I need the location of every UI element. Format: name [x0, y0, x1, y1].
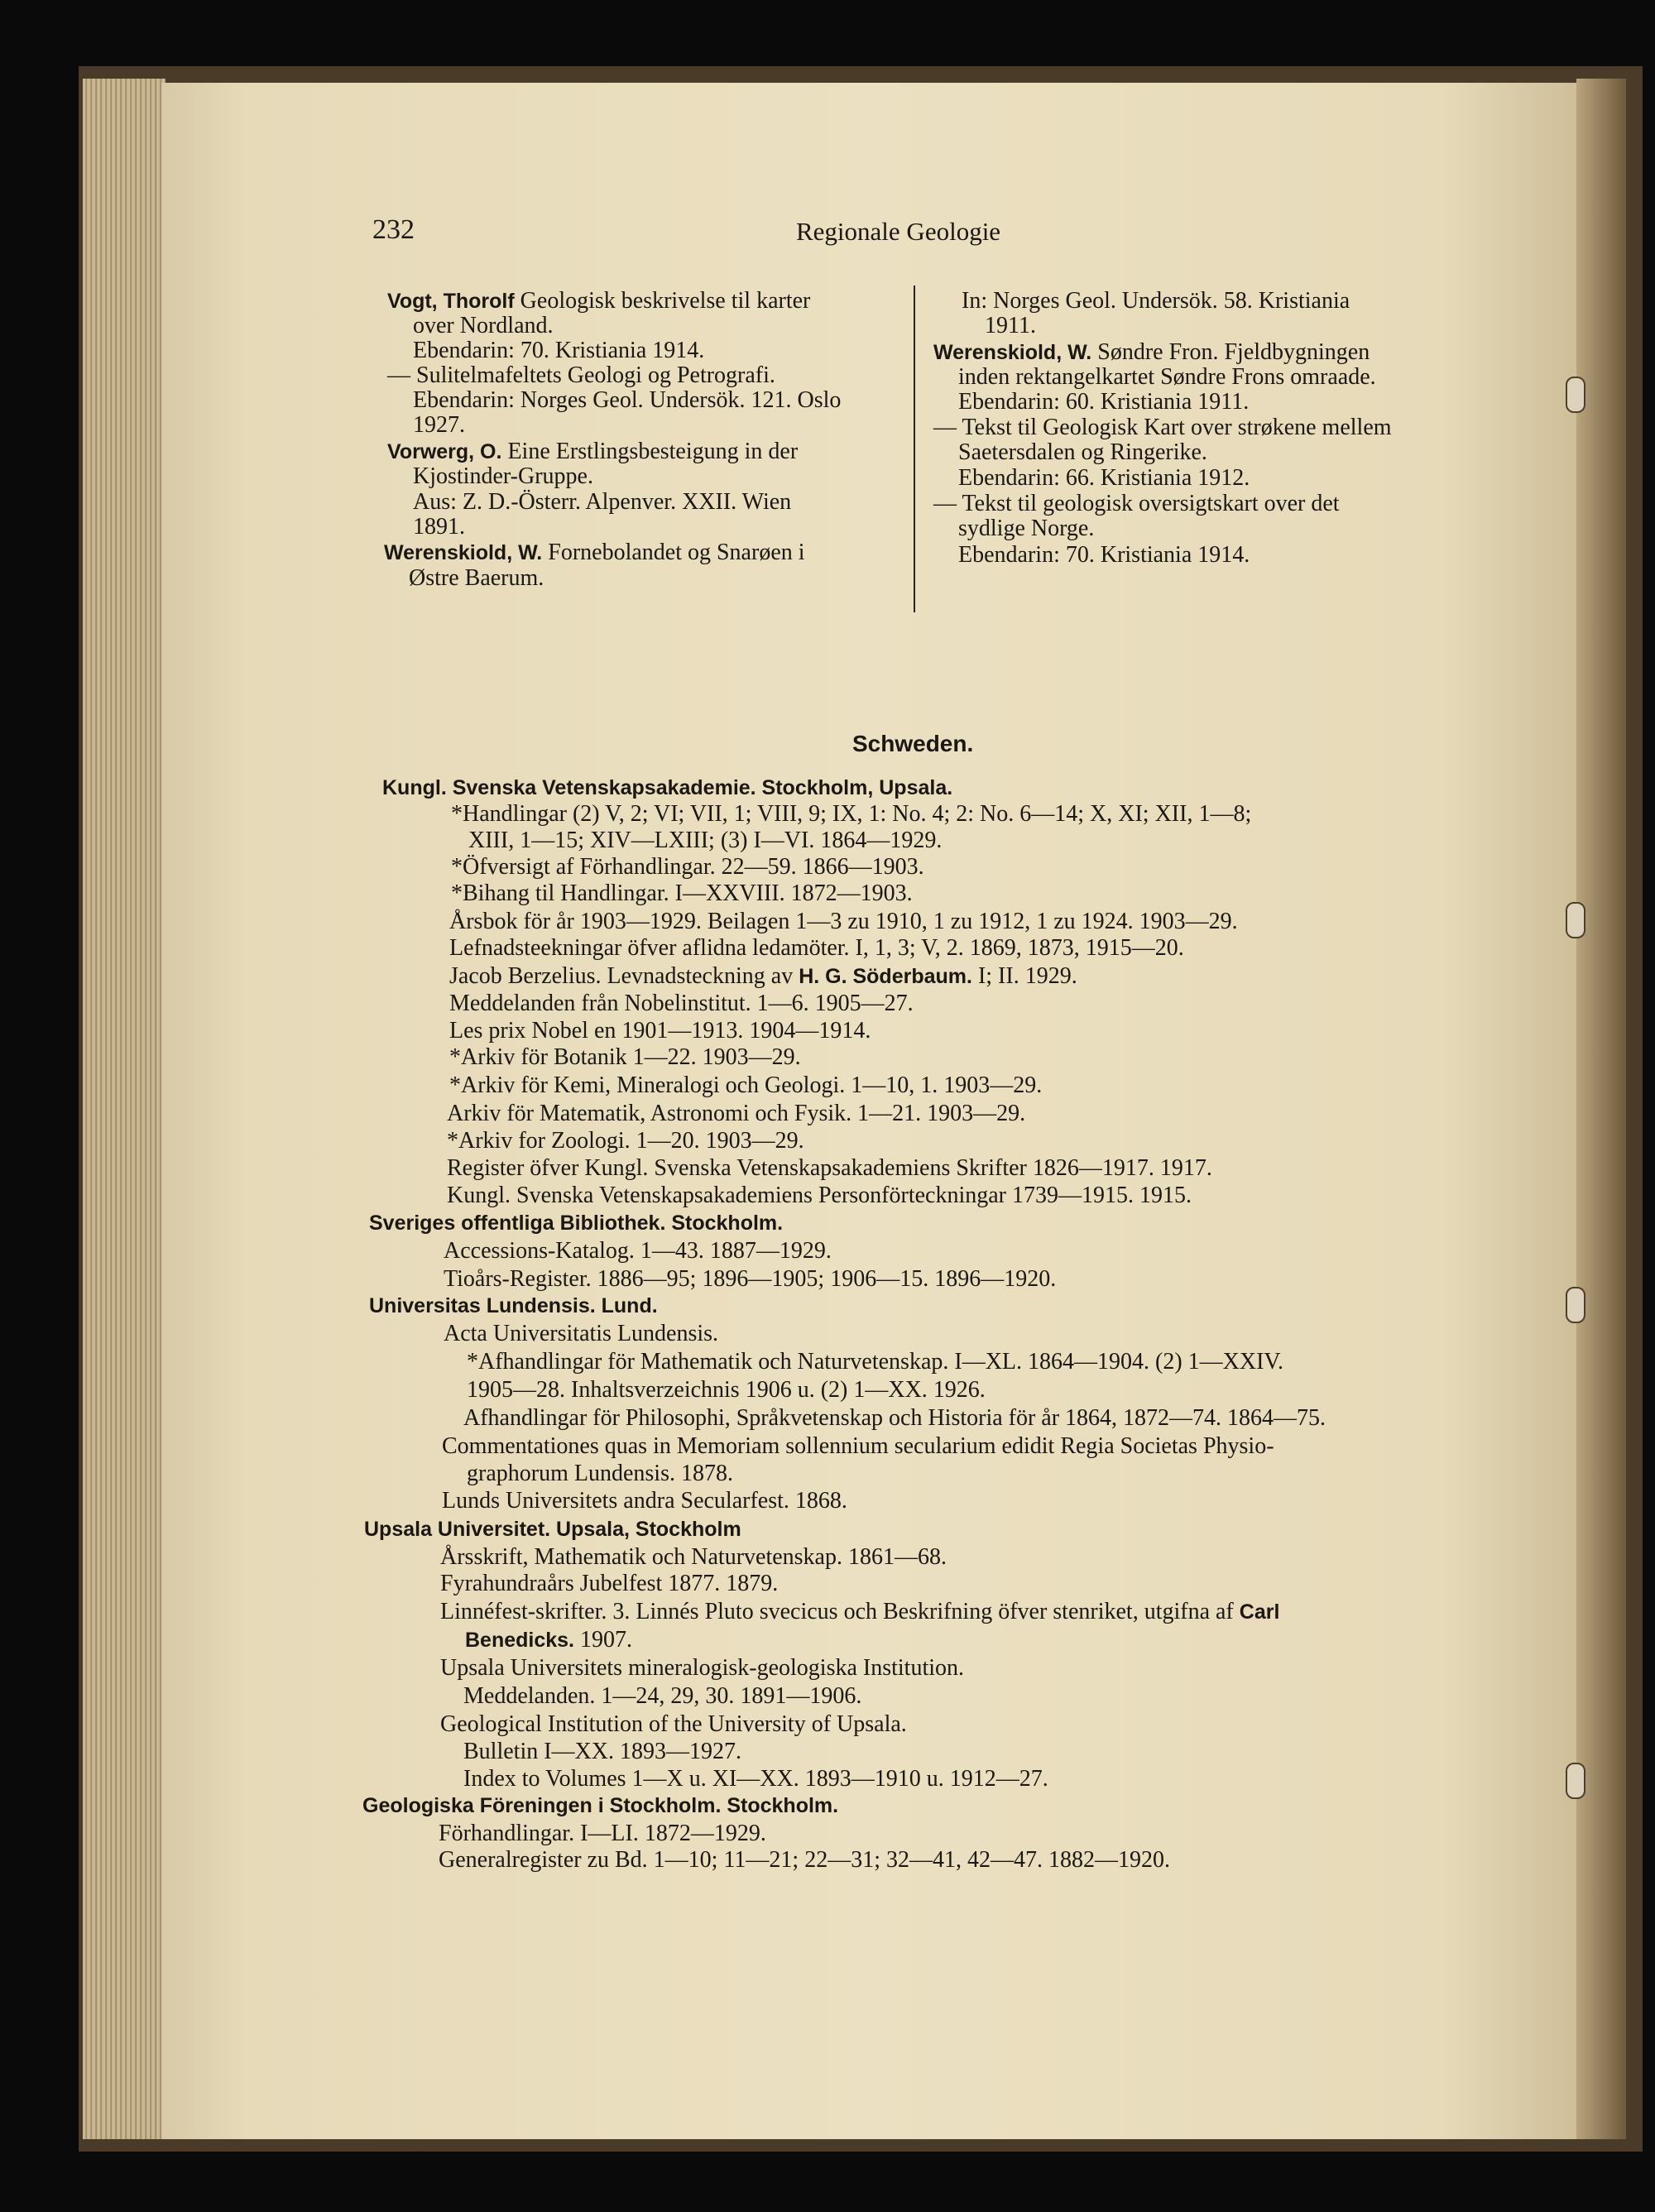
- bib-entry-line: Ebendarin: 70. Kristiania 1914.: [958, 542, 1250, 568]
- bib-entry-line: Accessions-Katalog. 1—43. 1887—1929.: [444, 1238, 832, 1264]
- bib-entry-line: Årsskrift, Mathematik och Naturvetenskap. 1861—68.: [440, 1544, 947, 1570]
- bib-entry-line: *Bihang til Handlingar. I—XXVIII. 1872—1903.: [451, 880, 913, 906]
- bib-entry-line: In: Norges Geol. Undersök. 58. Kristiania: [962, 288, 1350, 314]
- bib-entry-line: Commentationes quas in Memoriam sollennium secularium edidit Regia Societas Physio-: [442, 1433, 1274, 1459]
- institution-heading: Universitas Lundensis. Lund.: [369, 1294, 658, 1317]
- bib-entry-line: Lunds Universitets andra Secularfest. 1868.: [442, 1488, 847, 1514]
- institution-heading: Geologiska Föreningen i Stockholm. Stockholm.: [362, 1794, 839, 1817]
- bib-entry-line: Bulletin I—XX. 1893—1927.: [463, 1739, 741, 1764]
- bib-entry-line: *Afhandlingar för Mathematik och Naturvetenskap. I—XL. 1864—1904. (2) 1—XXIV.: [467, 1349, 1284, 1375]
- column-divider: [914, 285, 915, 612]
- bib-entry-line: Saetersdalen og Ringerike.: [958, 439, 1207, 465]
- bib-entry-line: Index to Volumes 1—X u. XI—XX. 1893—1910 u. 1912—27.: [463, 1766, 1048, 1792]
- running-title: Regionale Geologie: [796, 217, 1001, 246]
- bib-entry-line: Østre Baerum.: [409, 565, 544, 591]
- bib-entry-line: Lefnadsteekningar öfver aflidna ledamöter. I, 1, 3; V, 2. 1869, 1873, 1915—20.: [449, 935, 1184, 961]
- bib-entry-line: Linnéfest-skrifter. 3. Linnés Pluto svecicus och Beskrifning öfver stenriket, utgifna af Carl: [440, 1599, 1280, 1624]
- bib-entry-line: Register öfver Kungl. Svenska Vetenskapsakademiens Skrifter 1826—1917. 1917.: [447, 1155, 1212, 1181]
- bib-entry-line: — Sulitelmafeltets Geologi og Petrografi.: [387, 362, 775, 388]
- bib-entry-line: Ebendarin: Norges Geol. Undersök. 121. Oslo: [413, 387, 842, 413]
- author-name: Carl: [1239, 1600, 1280, 1624]
- bib-entry-line: Arkiv för Matematik, Astronomi och Fysik. 1—21. 1903—29.: [447, 1101, 1026, 1126]
- bib-entry-line: 1905—28. Inhaltsverzeichnis 1906 u. (2) 1—XX. 1926.: [467, 1377, 986, 1403]
- section-heading: Schweden.: [852, 731, 974, 756]
- bib-entry-line: Werenskiold, W. Søndre Fron. Fjeldbygningen: [933, 339, 1370, 365]
- bib-entry-line: sydlige Norge.: [958, 516, 1095, 541]
- bib-entry-line: XIII, 1—15; XIV—LXIII; (3) I—VI. 1864—1929.: [468, 828, 943, 853]
- author-name: Werenskiold, W.: [933, 341, 1092, 364]
- bib-entry-line: Benedicks. 1907.: [465, 1627, 633, 1653]
- bib-entry-line: Les prix Nobel en 1901—1913. 1904—1914.: [449, 1018, 871, 1044]
- bib-entry-line: over Nordland.: [413, 313, 554, 338]
- bib-entry-line: Kungl. Svenska Vetenskapsakademiens Personförteckningar 1739—1915. 1915.: [447, 1183, 1192, 1208]
- bib-entry-line: *Arkiv för Kemi, Mineralogi och Geologi. 1—10, 1. 1903—29.: [449, 1072, 1043, 1098]
- bib-entry-line: Vogt, Thorolf Geologisk beskrivelse til karter: [387, 288, 811, 314]
- bib-entry-line: graphorum Lundensis. 1878.: [467, 1461, 733, 1486]
- bib-entry-line: Kjostinder-Gruppe.: [413, 463, 593, 489]
- bib-entry-line: Ebendarin: 66. Kristiania 1912.: [958, 465, 1250, 491]
- bib-entry-line: 1891.: [413, 514, 465, 540]
- page-number: 232: [372, 214, 415, 245]
- author-name: H. G. Söderbaum.: [799, 965, 972, 988]
- bib-entry-line: *Arkiv for Zoologi. 1—20. 1903—29.: [447, 1128, 804, 1154]
- bib-entry-line: Fyrahundraårs Jubelfest 1877. 1879.: [440, 1571, 779, 1596]
- author-name: Vogt, Thorolf: [387, 290, 515, 313]
- institution-heading: Upsala Universitet. Upsala, Stockholm: [364, 1518, 741, 1541]
- bib-entry-line: Aus: Z. D.-Österr. Alpenver. XXII. Wien: [413, 489, 792, 515]
- bib-entry-line: Jacob Berzelius. Levnadsteckning av H. G. Söderbaum. I; II. 1929.: [449, 963, 1077, 989]
- bib-entry-line: Werenskiold, W. Fornebolandet og Snarøen i: [384, 540, 805, 565]
- author-name: Werenskiold, W.: [384, 541, 543, 564]
- bib-entry-line: Förhandlingar. I—LI. 1872—1929.: [439, 1821, 766, 1846]
- bib-entry-line: Årsbok för år 1903—1929. Beilagen 1—3 zu 1910, 1 zu 1912, 1 zu 1924. 1903—29.: [449, 909, 1238, 934]
- bib-entry-line: *Arkiv för Botanik 1—22. 1903—29.: [449, 1044, 801, 1070]
- bib-entry-line: Ebendarin: 60. Kristiania 1911.: [958, 389, 1250, 415]
- bib-entry-line: Geological Institution of the University of Upsala.: [440, 1711, 907, 1737]
- author-name: Benedicks.: [465, 1629, 575, 1652]
- bib-entry-line: Acta Universitatis Lundensis.: [444, 1321, 719, 1346]
- institution-heading: Kungl. Svenska Vetenskapsakademie. Stockholm, Upsala.: [382, 776, 953, 799]
- institution-heading: Sveriges offentliga Bibliothek. Stockholm.: [369, 1212, 784, 1235]
- bib-entry-line: Tioårs-Register. 1886—95; 1896—1905; 1906—15. 1896—1920.: [444, 1266, 1057, 1292]
- bib-entry-line: Afhandlingar för Philosophi, Språkvetenskap och Historia för år 1864, 1872—74. 1864—75.: [463, 1405, 1326, 1431]
- bib-entry-line: Generalregister zu Bd. 1—10; 11—21; 22—31; 32—41, 42—47. 1882—1920.: [439, 1847, 1170, 1873]
- bib-entry-line: inden rektangelkartet Søndre Frons omraade.: [958, 364, 1376, 390]
- bib-entry-line: Vorwerg, O. Eine Erstlingsbesteigung in der: [387, 439, 799, 464]
- bib-entry-line: — Tekst til Geologisk Kart over strøkene mellem: [933, 415, 1392, 440]
- bib-entry-line: — Tekst til geologisk oversigtskart over det: [933, 491, 1340, 516]
- bib-entry-line: 1927.: [413, 412, 465, 438]
- bib-entry-line: Upsala Universitets mineralogisk-geologiska Institution.: [440, 1655, 965, 1681]
- bib-entry-line: *Öfversigt af Förhandlingar. 22—59. 1866—1903.: [451, 854, 924, 880]
- bib-entry-line: Meddelanden från Nobelinstitut. 1—6. 1905—27.: [449, 991, 914, 1016]
- author-name: Vorwerg, O.: [387, 440, 502, 463]
- bib-entry-line: Ebendarin: 70. Kristiania 1914.: [413, 338, 705, 363]
- bib-entry-line: *Handlingar (2) V, 2; VI; VII, 1; VIII, 9; IX, 1: No. 4; 2: No. 6—14; X, XI; XII, 1—8;: [451, 801, 1252, 827]
- bib-entry-line: 1911.: [985, 313, 1036, 338]
- bib-entry-line: Meddelanden. 1—24, 29, 30. 1891—1906.: [463, 1683, 862, 1709]
